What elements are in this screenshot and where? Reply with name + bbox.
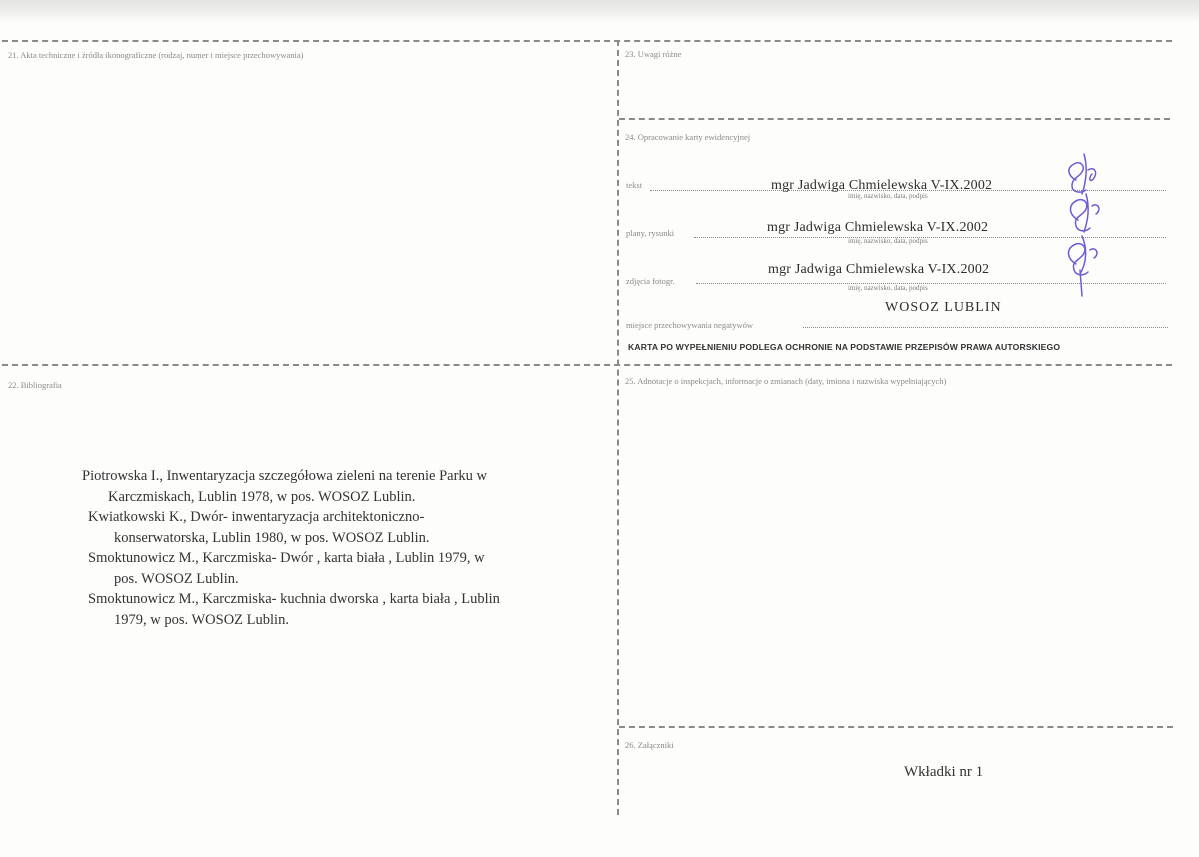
- storage-label: miejsce przechowywania negatywów: [626, 320, 753, 330]
- bibliography-item: Kwiatkowski K., Dwór- inwentaryzacja architektoniczno-konserwatorska, Lublin 1980, w pos. WOSOZ Lublin.: [88, 509, 430, 546]
- section-24-label: 24. Opracowanie karty ewidencyjnej: [625, 132, 751, 142]
- section-26-label: 26. Załączniki: [625, 740, 674, 750]
- section-22-label: 22. Bibliografia: [8, 380, 62, 390]
- enclosure-note: Wkładki nr 1: [904, 764, 984, 780]
- bibliography-list: [82, 466, 512, 630]
- scan-top-strip: [0, 0, 1199, 22]
- row-plans-sub: imię, nazwisko, data, podpis: [848, 237, 928, 245]
- rule-23-24: [619, 118, 1170, 120]
- row-photos-label: zdjęcia fotogr.: [626, 276, 675, 286]
- bibliography-item: Smoktunowicz M., Karczmiska- Dwór , karta biała , Lublin 1979, w pos. WOSOZ Lublin.: [88, 550, 485, 587]
- row-photos-sub: imię, nazwisko, data, podpis: [848, 284, 928, 292]
- center-divider: [617, 40, 619, 815]
- section-25-label: 25. Adnotacje o inspekcjach, informacje o zmianach (daty, imiona i nazwiska wypełniających): [625, 376, 947, 386]
- top-rule: [2, 40, 1172, 42]
- signature-marks: [1058, 148, 1128, 298]
- row-text-label: tekst: [626, 180, 643, 190]
- storage-value: WOSOZ LUBLIN: [885, 300, 1002, 315]
- row-text-value: mgr Jadwiga Chmielewska V-IX.2002: [771, 178, 993, 193]
- row-plans-label: plany, rysunki: [626, 228, 675, 238]
- row-text-sub: imię, nazwisko, data, podpis: [848, 192, 928, 200]
- rule-25-26: [619, 726, 1173, 728]
- mid-rule: [2, 364, 1172, 366]
- storage-dots: [803, 327, 1168, 328]
- section-23-label: 23. Uwagi różne: [625, 49, 682, 59]
- copyright-notice: KARTA PO WYPEŁNIENIU PODLEGA OCHRONIE NA PODSTAWIE PRZEPISÓW PRAWA AUTORSKIEGO: [628, 342, 1061, 352]
- bibliography-item: Smoktunowicz M., Karczmiska- kuchnia dworska , karta biała , Lublin 1979, w pos. WOSOZ Lublin.: [88, 591, 500, 628]
- row-plans-value: mgr Jadwiga Chmielewska V-IX.2002: [767, 220, 989, 235]
- bibliography-item: Piotrowska I., Inwentaryzacja szczegółowa zieleni na terenie Parku w Karczmiskach, Lublin 1978, w pos. WOSOZ Lublin.: [82, 468, 488, 505]
- section-21-label: 21. Akta techniczne i źródła ikonograficzne (rodzaj, numer i miejsce przechowywania): [8, 50, 304, 60]
- row-photos-value: mgr Jadwiga Chmielewska V-IX.2002: [768, 262, 990, 277]
